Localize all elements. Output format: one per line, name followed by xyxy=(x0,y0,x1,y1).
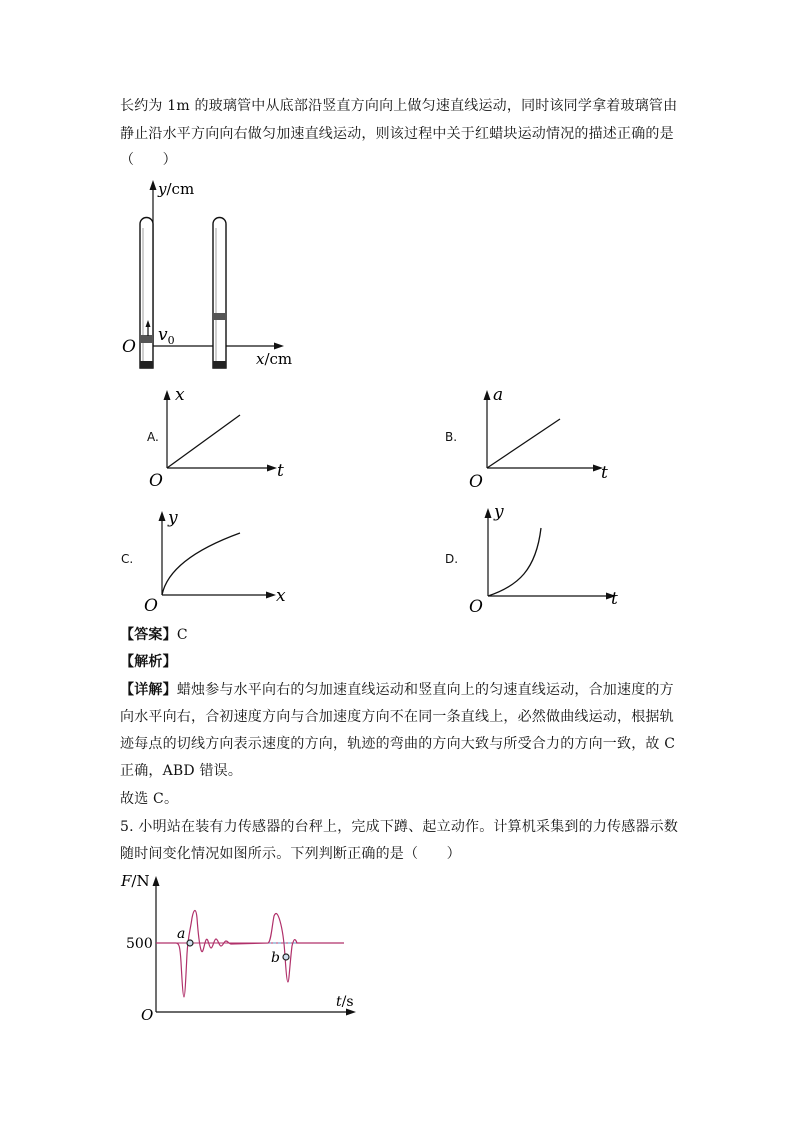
option-d-letter[interactable]: D. xyxy=(445,552,459,566)
detail-line-2: 向水平向右，合初速度方向与合加速度方向不在同一条直线上，必然做曲线运动，根据轨 xyxy=(120,709,674,725)
right-tube-wax-block xyxy=(213,313,226,320)
y-axis-arrow xyxy=(150,180,157,190)
option-b-origin: O xyxy=(469,472,483,492)
origin-label: O xyxy=(122,337,136,357)
option-c-x-label: x xyxy=(276,586,286,606)
tube-figure xyxy=(110,178,300,376)
option-a-curve xyxy=(167,415,240,468)
q5-stem-line-2: 随时间变化情况如图所示。下列判断正确的是（ ） xyxy=(120,846,461,862)
option-b-curve xyxy=(487,419,560,468)
chart-origin: O xyxy=(141,1006,154,1024)
answer-tag: 【答案】 xyxy=(120,627,177,643)
option-c-graph xyxy=(140,505,300,615)
q4-blank: （ ） xyxy=(120,152,177,168)
right-tube xyxy=(213,218,226,369)
q5-stem-text-1: 小明站在装有力传感器的台秤上，完成下蹲、起立动作。计算机采集到的力传感器示数 xyxy=(138,819,679,835)
option-b-graph xyxy=(465,382,615,492)
q4-stem-line-2: 静止沿水平方向向右做匀加速直线运动，则该过程中关于红蜡块运动情况的描述正确的是 xyxy=(120,126,674,142)
x-axis-arrow xyxy=(274,343,284,350)
point-b-label: b xyxy=(271,950,280,966)
force-time-chart xyxy=(118,866,368,1026)
left-tube xyxy=(140,218,153,369)
option-c-curve xyxy=(162,533,240,595)
left-tube-wax-block xyxy=(140,335,153,343)
point-a xyxy=(187,940,193,946)
option-d-origin: O xyxy=(469,597,483,615)
option-a-origin: O xyxy=(149,471,163,491)
conclusion-line: 故选 C。 xyxy=(120,791,179,807)
detail-line-4: 正确，ABD 错误。 xyxy=(120,763,243,779)
option-b-y-label: a xyxy=(493,385,504,405)
x-axis-label: x/cm xyxy=(256,350,293,368)
option-d-x-label: t xyxy=(611,589,618,609)
option-a-graph xyxy=(145,382,295,492)
right-tube-stopper xyxy=(213,361,226,368)
chart-y-tick-500: 500 xyxy=(126,936,153,952)
option-d-graph xyxy=(466,500,626,615)
option-b-letter[interactable]: B. xyxy=(445,430,458,444)
v0-label: $v_0$ xyxy=(158,325,175,347)
answer-line xyxy=(120,625,188,645)
option-c-origin: O xyxy=(144,596,158,615)
chart-y-label: F/N xyxy=(121,872,150,890)
detail-text-1: 蜡烛参与水平向右的匀加速直线运动和竖直向上的匀速直线运动，合加速度的方 xyxy=(176,682,674,698)
option-d-y-label: y xyxy=(494,502,504,522)
option-b-x-label: t xyxy=(601,463,608,483)
option-c-letter[interactable]: C. xyxy=(121,552,134,566)
option-a-x-label: t xyxy=(277,461,284,481)
option-a-letter[interactable]: A. xyxy=(147,430,159,444)
chart-x-label: t/s xyxy=(336,994,354,1010)
option-c-y-label: y xyxy=(168,508,178,528)
left-tube-stopper xyxy=(140,361,153,368)
point-a-label: a xyxy=(177,926,186,942)
analysis-tag: 【解析】 xyxy=(120,654,177,670)
point-b xyxy=(283,954,289,960)
detail-line-1 xyxy=(120,680,674,700)
detail-tag: 【详解】 xyxy=(120,682,177,698)
force-curve xyxy=(156,911,344,998)
option-d-curve xyxy=(488,528,541,596)
q4-stem-line-1: 长约为 1m 的玻璃管中从底部沿竖直方向向上做匀速直线运动，同时该同学拿着玻璃管由 xyxy=(120,98,678,114)
q5-number: 5. xyxy=(120,819,134,835)
answer-value: C xyxy=(176,627,188,643)
option-a-y-label: x xyxy=(175,385,185,405)
y-axis-label: y/cm xyxy=(158,180,195,198)
detail-line-3: 迹每点的切线方向表示速度的方向，轨迹的弯曲的方向大致与所受合力的方向一致，故 C xyxy=(120,736,676,752)
q5-stem-line-1 xyxy=(120,817,678,837)
